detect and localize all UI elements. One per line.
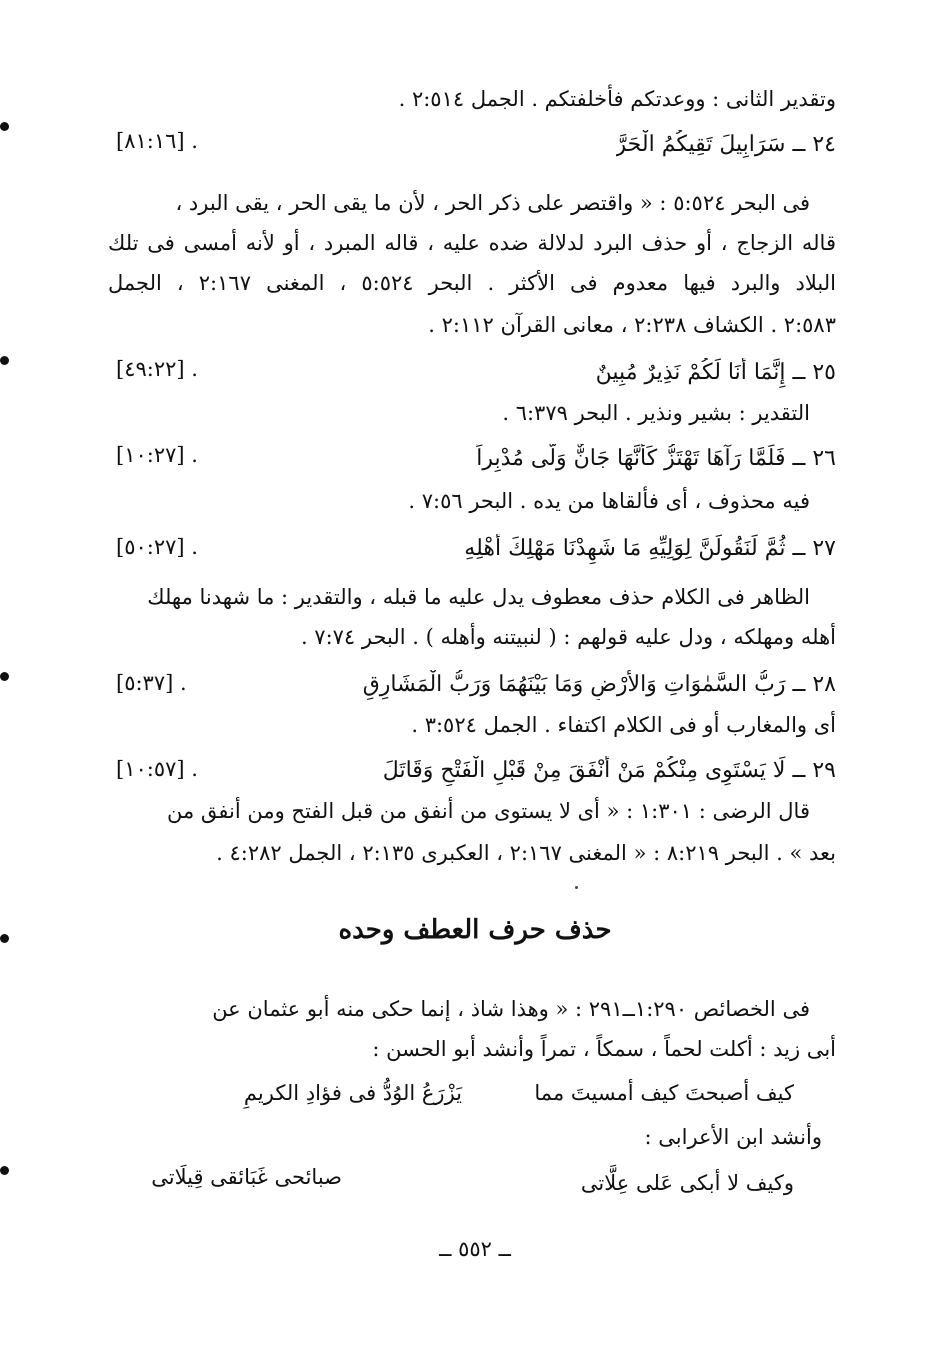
verse-reference: [٤٩:٢٢] . (116, 357, 198, 381)
section-heading: حذف حرف العطف وحده (338, 915, 612, 945)
text-line: فى الخصائص ١:٢٩٠ــ٢٩١ : « وهذا شاذ ، إنما حكى منه أبو عثمان عن (212, 997, 810, 1021)
text-line: أى والمغارب أو فى الكلام اكتفاء . الجمل ٣:٥٢٤ . (411, 713, 836, 737)
poem-first-hemistich: كيف أصبحتَ كيف أمسيتَ مما (534, 1081, 794, 1105)
verse-reference: [٥:٣٧] . (116, 671, 187, 695)
verse-24: ٢٤ ــ سَرَابِيلَ تَقِيكُمُ الْحَرَّ (615, 132, 836, 157)
margin-mark (0, 356, 9, 365)
text-line: أبى زيد : أكلت لحماً ، سمكاً ، تمراً وأنشد أبو الحسن : (372, 1037, 836, 1061)
verse-reference: [١٠:٢٧] . (116, 443, 198, 467)
text-line: التقدير : بشير ونذير . البحر ٦:٣٧٩ . (502, 401, 810, 425)
margin-mark (0, 122, 9, 131)
stray-dot (575, 886, 578, 889)
text-line: الظاهر فى الكلام حذف معطوف يدل عليه ما قبله ، والتقدير : ما شهدنا مهلك (147, 585, 810, 609)
text-line: فيه محذوف ، أى فألقاها من يده . البحر ٧:٥٦ . (408, 489, 810, 513)
poem-first-hemistich: وكيف لا أبكى عَلى عِلَّاتى (580, 1171, 794, 1195)
text-line: ٢:٥٨٣ . الكشاف ٢:٢٣٨ ، معانى القرآن ٢:١١٢ . (428, 313, 836, 337)
text-line: البلاد والبرد فيها معدوم فى الأكثر . البحر ٥:٥٢٤ ، المغنى ٢:١٦٧ ، الجمل (108, 271, 836, 295)
verse-29: ٢٩ ــ لَا يَسْتَوِى مِنْكُمْ مَنْ أَنْفَقَ مِنْ قَبْلِ الْفَتْحِ وَقَاتَلَ (382, 758, 836, 783)
verse-28: ٢٨ ــ رَبُّ السَّمٰوَاتِ وَالأَرْضِ وَمَا بَيْنَهُمَا وَرَبُّ الْمَشَارِقِ (362, 672, 836, 697)
text-line: وأنشد ابن الأعرابى : (644, 1125, 822, 1149)
text-line: بعد » . البحر ٨:٢١٩ : « المغنى ٢:١٦٧ ، العكبرى ٢:١٣٥ ، الجمل ٤:٢٨٢ . (216, 841, 836, 865)
margin-mark (0, 1166, 9, 1175)
text-line: قاله الزجاج ، أو حذف البرد لدلالة ضده عليه ، قاله المبرد ، أو لأنه أمسى فى تلك (108, 231, 836, 255)
page-number: ــ ٥٥٢ ــ (439, 1237, 511, 1261)
text-line: أهله ومهلكه ، ودل عليه قولهم : ( لنبيتنه وأهله ) . البحر ٧:٧٤ . (300, 625, 836, 649)
text-line: وتقدير الثانى : ووعدتكم فأخلفتكم . الجمل ٢:٥١٤ . (398, 87, 836, 111)
poem-second-hemistich: يَزْرَعُ الوُدُّ فى فؤادِ الكريمِ (243, 1081, 462, 1105)
verse-25: ٢٥ ــ إِنَّمَا أَنَا لَكُمْ نَذِيرٌ مُبِينٌ (595, 360, 836, 385)
verse-26: ٢٦ ــ فَلَمَّا رَآهَا تَهْتَزُّ كَأَنَّهَا جَانٌّ وَلَّى مُدْبِراً (476, 446, 836, 471)
text-line: قال الرضى : ١:٣٠١ : « أى لا يستوى من أنفق من قبل الفتح ومن أنفق من (166, 799, 810, 823)
verse-reference: [١٠:٥٧] . (116, 757, 198, 781)
verse-reference: [٨١:١٦] . (116, 129, 198, 153)
text-line: فى البحر ٥:٥٢٤ : « واقتصر على ذكر الحر ، لأن ما يقى الحر ، يقى البرد ، (175, 191, 810, 215)
verse-27: ٢٧ ــ ثُمَّ لَنَقُولَنَّ لِوَلِيِّهِ مَا شَهِدْنَا مَهْلِكَ أَهْلِهِ (464, 536, 836, 561)
margin-mark (0, 672, 9, 681)
poem-second-hemistich: صبائحى غَبَائقى قِيلَاتى (151, 1165, 342, 1189)
verse-reference: [٥٠:٢٧] . (116, 535, 198, 559)
